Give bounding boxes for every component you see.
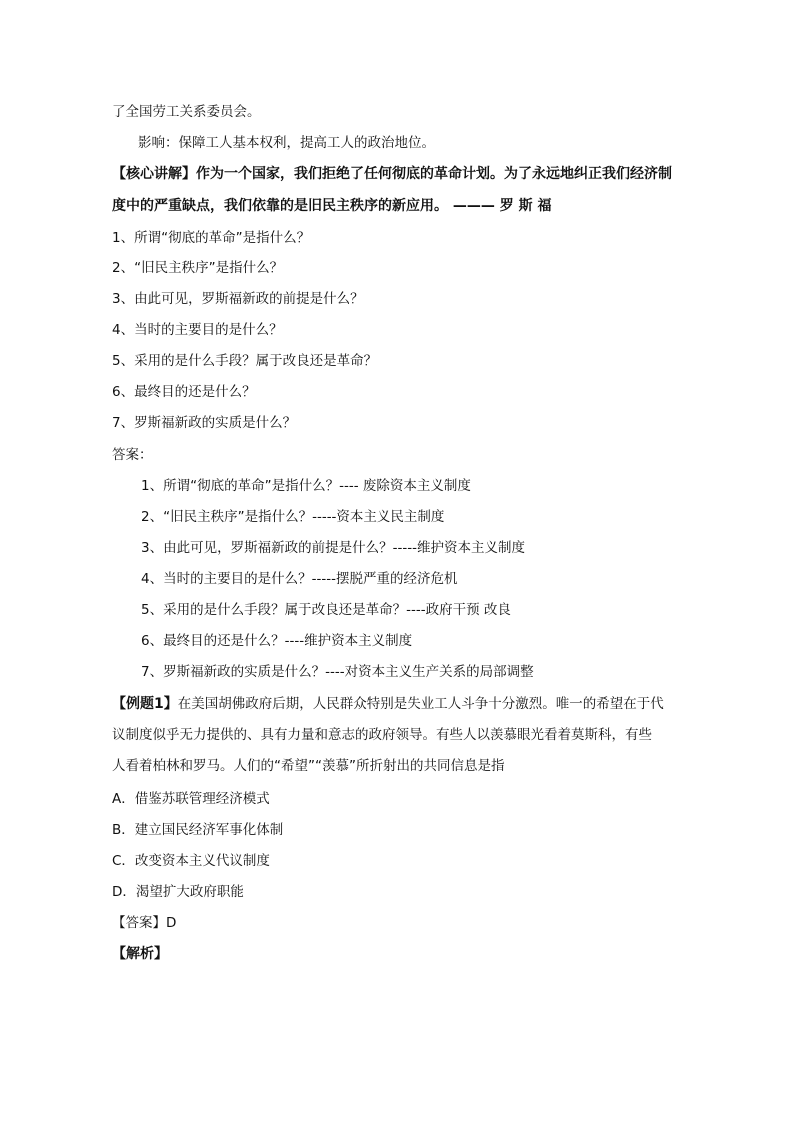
option-a: A．借鉴苏联管理经济模式 — [112, 791, 270, 807]
option-c: C．改变资本主义代议制度 — [112, 853, 270, 869]
option-b: B．建立国民经济军事化体制 — [112, 822, 284, 838]
analysis-label: 【解析】 — [112, 946, 168, 962]
example-line-1 — [112, 694, 664, 714]
intro-line: 了全国劳工关系委员会。 — [112, 104, 261, 120]
answer-6: 6、最终目的还是什么？----维护资本主义制度 — [141, 633, 413, 649]
core-text-2: 度中的严重缺点，我们依靠的是旧民主秩序的新应用。 ——— 罗 斯 福 — [112, 198, 552, 214]
impact-line: 影响：保障工人基本权利，提高工人的政治地位。 — [138, 135, 435, 151]
core-heading: 【核心讲解】 — [112, 166, 196, 182]
answer-2: 2、“旧民主秩序”是指什么？-----资本主义民主制度 — [141, 509, 445, 525]
example-label: 【例题1】 — [112, 696, 178, 712]
question-1: 1、所谓“彻底的革命”是指什么？ — [112, 230, 311, 246]
question-2: 2、“旧民主秩序”是指什么？ — [112, 260, 284, 276]
example-text-3: 人看着柏林和罗马。人们的“希望”“羡慕”所折射出的共同信息是指 — [112, 758, 505, 774]
answer-5: 5、采用的是什么手段？属于改良还是革命？----政府干预 改良 — [141, 602, 511, 618]
answer-result: 【答案】D — [112, 915, 177, 931]
core-explanation-line-1 — [112, 164, 672, 184]
question-3: 3、由此可见，罗斯福新政的前提是什么？ — [112, 291, 364, 307]
answer-3: 3、由此可见，罗斯福新政的前提是什么？-----维护资本主义制度 — [141, 540, 525, 556]
answer-label: 答案： — [112, 447, 153, 463]
question-7: 7、罗斯福新政的实质是什么？ — [112, 415, 297, 431]
answer-7: 7、罗斯福新政的实质是什么？----对资本主义生产关系的局部调整 — [141, 664, 534, 680]
question-6: 6、最终目的还是什么？ — [112, 384, 256, 400]
example-text-2: 议制度似乎无力提供的、具有力量和意志的政府领导。有些人以羡慕眼光看着莫斯科，有些 — [112, 727, 652, 743]
answer-1: 1、所谓“彻底的革命”是指什么？---- 废除资本主义制度 — [141, 478, 471, 494]
question-4: 4、当时的主要目的是什么？ — [112, 322, 283, 338]
core-text-1: 作为一个国家，我们拒绝了任何彻底的革命计划。为了永远地纠正我们经济制 — [196, 166, 672, 182]
option-d: D．渴望扩大政府职能 — [112, 884, 244, 900]
answer-4: 4、当时的主要目的是什么？-----摆脱严重的经济危机 — [141, 571, 458, 587]
example-text-1: 在美国胡佛政府后期，人民群众特别是失业工人斗争十分激烈。唯一的希望在于代 — [177, 696, 664, 712]
question-5: 5、采用的是什么手段？属于改良还是革命？ — [112, 353, 378, 369]
